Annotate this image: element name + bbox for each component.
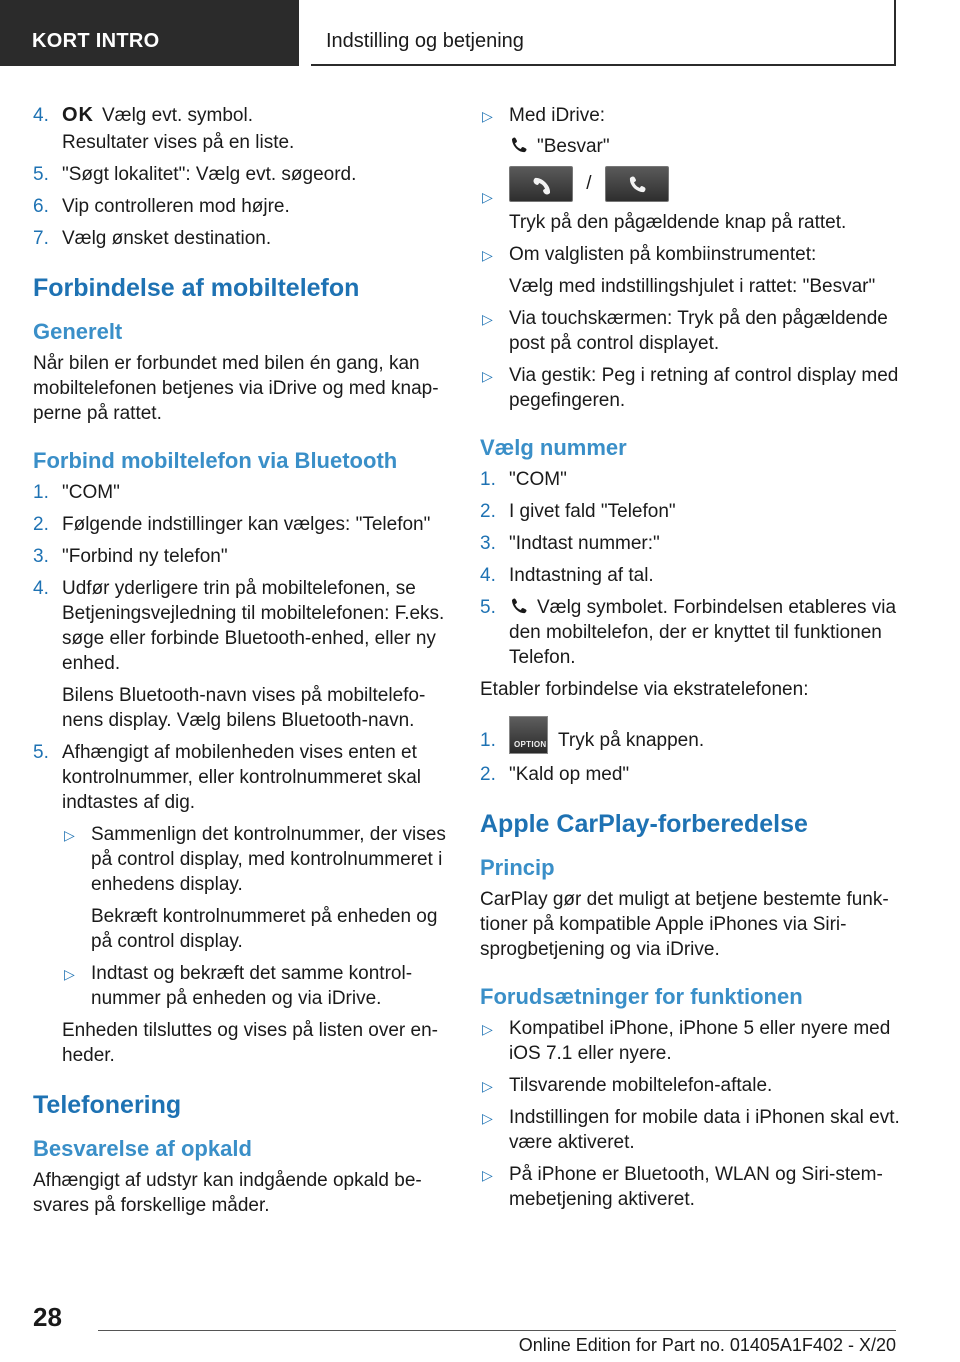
bullet-item [480, 1016, 900, 1066]
heading-telephony: Telefonering [33, 1091, 182, 1119]
step-number: 1. [33, 482, 49, 503]
bullet-text: Tilsvarende mobiltelefon-aftale. [509, 1075, 773, 1096]
option-button-icon [509, 716, 548, 754]
bullet-text: Indtast og bekræft det samme kontrolnummer på enheden og via iDrive. [91, 963, 413, 1009]
accept-call-button-icon [509, 166, 573, 202]
right-column [480, 103, 900, 1219]
list-item [33, 740, 453, 1068]
ok-icon: OK [62, 104, 94, 126]
list-item [480, 499, 900, 524]
page-number: 28 [33, 1302, 62, 1332]
triangle-bullet-icon: ▷ [482, 247, 493, 263]
phone-icon [509, 136, 529, 154]
bullet-text: Via gestik: Peg i retning af control display med pegefingeren. [509, 365, 899, 411]
step-text: Vælg symbolet. Forbindelsen etableres via den mobiltelefon, der er knyttet til funktionen Telefon. [509, 597, 897, 668]
step-number: 4. [33, 105, 49, 126]
bullet-item [62, 961, 453, 1011]
list-item [33, 512, 453, 537]
bullet-item [480, 1073, 900, 1098]
step-text: Vælg evt. symbol. [102, 105, 253, 126]
step-number: 4. [480, 565, 496, 586]
bullet-item [480, 103, 900, 159]
heading-requirements: Forudsætninger for funktionen [480, 984, 803, 1009]
paragraph-extra: Etabler forbindelse via ekstratelefonen: [480, 679, 809, 700]
triangle-bullet-icon: ▷ [482, 368, 493, 384]
step-number: 1. [480, 469, 496, 490]
step-subtext: Enheden tilsluttes og vises på listen over enheder. [62, 1020, 438, 1066]
footer-divider [98, 1330, 896, 1331]
bullet-item [480, 1162, 900, 1212]
bullet-text: Indstillingen for mobile data i iPhonen skal evt. være aktiveret. [509, 1107, 900, 1153]
step-number: 2. [33, 514, 49, 535]
list-item [480, 762, 900, 787]
step-subtext: Bilens Bluetooth-navn vises på mobiltelefonens display. Vælg bilens Bluetooth-navn. [62, 685, 426, 731]
triangle-bullet-icon: ▷ [482, 1078, 493, 1094]
triangle-bullet-icon: ▷ [64, 827, 75, 843]
nested-list [62, 822, 453, 1011]
step-text: Udfør yderligere trin på mobiltelefonen, se Betjeningsvejledning til mobiltelefonen: F.eks. søge eller forbinde Bluetooth-enhed, eller ny enhed. [62, 578, 445, 674]
paragraph-answer: Afhængigt af udstyr kan indgående opkald besvares på forskellige måder. [33, 1170, 422, 1216]
triangle-bullet-icon: ▷ [482, 1021, 493, 1037]
option-label: OPTION [514, 740, 547, 749]
bullet-item [480, 166, 900, 235]
bullet-text: På iPhone er Bluetooth, WLAN og Siri-stemmebetjening aktiveret. [509, 1164, 883, 1210]
phone-handset-button-icon [605, 166, 669, 202]
bullet-text: Om valglisten på kombiinstrumentet: [509, 244, 817, 265]
step-number: 5. [480, 597, 496, 618]
list-item [33, 226, 453, 251]
step-number: 3. [480, 533, 496, 554]
bullet-item [480, 363, 900, 413]
list-item [33, 480, 453, 505]
step-text: Følgende indstillinger kan vælges: "Telefon" [62, 514, 431, 535]
step-text: "Kald op med" [509, 764, 630, 785]
bullet-text: Med iDrive: [509, 105, 606, 126]
left-column [33, 103, 453, 1218]
list-item [480, 467, 900, 492]
bullet-item [480, 242, 900, 299]
list-item [480, 563, 900, 588]
list-item [33, 544, 453, 569]
list-item [480, 531, 900, 556]
step-text: "COM" [509, 469, 567, 490]
paragraph-principle: CarPlay gør det muligt at betjene bestemte funktioner på kompatible Apple iPhones via Siri-sprogbetjening og via iDrive. [480, 889, 889, 960]
section-label: KORT INTRO [32, 30, 160, 52]
list-item [33, 103, 453, 155]
bullet-text: Via touchskærmen: Tryk på den pågældende post på control displayet. [509, 308, 888, 354]
footer-edition: Online Edition for Part no. 01405A1F402 - X/20 [518, 1335, 896, 1355]
heading-bluetooth: Forbind mobiltelefon via Bluetooth [33, 448, 398, 473]
step-subtext: Resultater vises på en liste. [62, 132, 295, 153]
bullet-item [62, 822, 453, 954]
step-text: Tryk på knappen. [558, 730, 705, 752]
bullet-item [480, 306, 900, 356]
list-item [33, 194, 453, 219]
step-text: Afhængigt af mobilenheden vises enten et kontrolnummer, eller kontrolnummeret skal indtastes af dig. [62, 742, 422, 813]
phone-icon [509, 597, 529, 615]
list-item [33, 162, 453, 187]
step-number: 2. [480, 764, 496, 785]
bullet-subtext: "Besvar" [537, 136, 610, 157]
step-text: Indtastning af tal. [509, 565, 654, 586]
step-number: 7. [33, 228, 49, 249]
bullet-text: Sammenlign det kontrolnummer, der vises på control display, med kontrolnummeret i enhedens display. [91, 824, 446, 895]
bullet-subtext: Vælg med indstillingshjulet i rattet: "Besvar" [509, 276, 876, 297]
step-number: 1. [480, 730, 496, 751]
triangle-bullet-icon: ▷ [482, 189, 493, 205]
step-text: "Søgt lokalitet": Vælg evt. søgeord. [62, 164, 357, 185]
triangle-bullet-icon: ▷ [482, 311, 493, 327]
bullet-item [480, 1105, 900, 1155]
bullet-subtext: Bekræft kontrolnummeret på enheden og på control display. [91, 906, 438, 952]
chapter-label: Indstilling og betjening [326, 30, 524, 52]
step-text: "Forbind ny telefon" [62, 546, 228, 567]
step-number: 4. [33, 578, 49, 599]
triangle-bullet-icon: ▷ [482, 108, 493, 124]
list-item [480, 716, 900, 754]
step-number: 2. [480, 501, 496, 522]
heading-connection: Forbindelse af mobiltelefon [33, 274, 360, 302]
step-text: Vip controlleren mod højre. [62, 196, 290, 217]
heading-dial: Vælg nummer [480, 435, 627, 460]
bullet-text: Kompatibel iPhone, iPhone 5 eller nyere med iOS 7.1 eller nyere. [509, 1018, 891, 1064]
step-text: "COM" [62, 482, 120, 503]
step-number: 5. [33, 742, 49, 763]
heading-carplay: Apple CarPlay-forberedelse [480, 810, 808, 838]
separator-text: / [586, 173, 592, 195]
step-number: 6. [33, 196, 49, 217]
heading-general: Generelt [33, 319, 123, 344]
step-text: "Indtast nummer:" [509, 533, 660, 554]
chapter-tab [311, 0, 896, 66]
triangle-bullet-icon: ▷ [482, 1110, 493, 1126]
heading-principle: Princip [480, 855, 555, 880]
step-number: 3. [33, 546, 49, 567]
list-item [480, 595, 900, 670]
step-text: Vælg ønsket destination. [62, 228, 272, 249]
step-number: 5. [33, 164, 49, 185]
section-tab [0, 0, 299, 66]
paragraph-general: Når bilen er forbundet med bilen én gang, kan mobiltelefonen betjenes via iDrive og med knapperne på rattet. [33, 353, 439, 424]
heading-answer: Besvarelse af opkald [33, 1136, 252, 1161]
step-text: I givet fald "Telefon" [509, 501, 676, 522]
bullet-subtext: Tryk på den pågældende knap på rattet. [509, 212, 847, 233]
list-item [33, 576, 453, 733]
triangle-bullet-icon: ▷ [482, 1167, 493, 1183]
triangle-bullet-icon: ▷ [64, 966, 75, 982]
